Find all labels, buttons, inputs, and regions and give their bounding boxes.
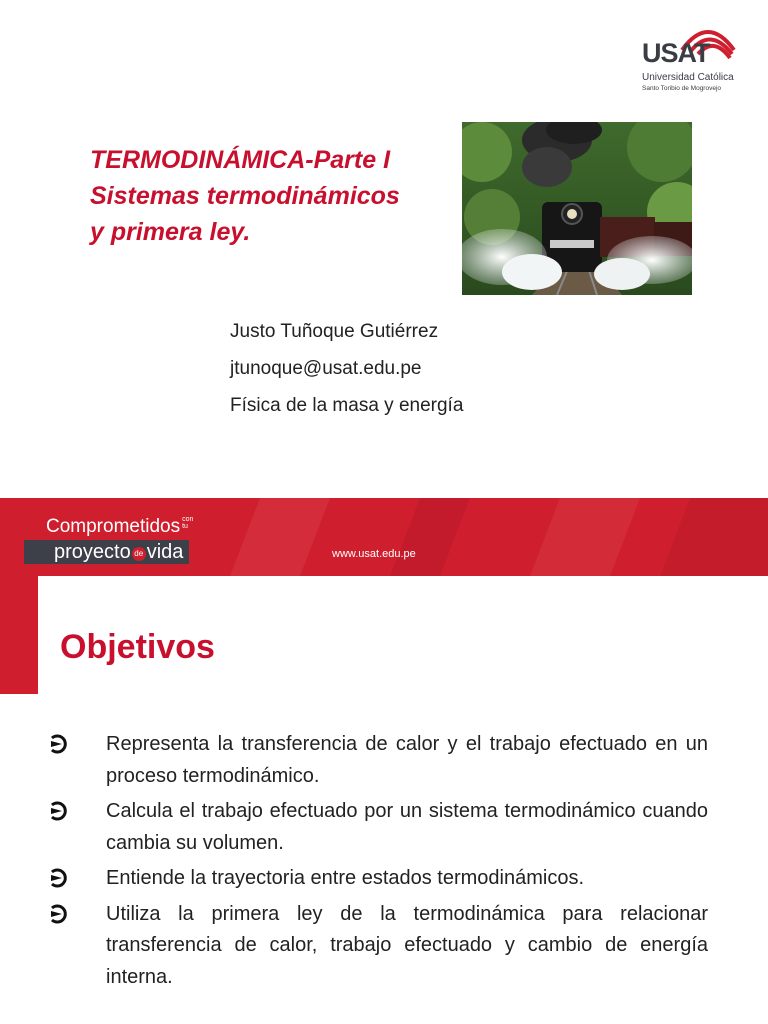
title-line-1: TERMODINÁMICA-Parte I [90, 146, 391, 174]
logo-university: Universidad Católica [642, 72, 734, 83]
objective-text: Calcula el trabajo efectuado por un sistema termodinámico cuando cambia su volumen. [106, 800, 708, 854]
list-item [48, 899, 708, 994]
author-name: Justo Tuñoque Gutiérrez [230, 321, 439, 342]
steam-train-photo [462, 122, 692, 295]
slogan-de-badge: de [132, 547, 146, 561]
usat-logo [640, 20, 740, 95]
slogan-proyecto: proyecto [54, 541, 131, 563]
slogan-main: Comprometidos [46, 516, 181, 537]
footer-band [0, 498, 768, 576]
red-accent-bar [0, 576, 38, 694]
list-item [48, 729, 708, 792]
title-line-3: y primera ley. [90, 218, 251, 246]
slogan-small: con tu [182, 516, 194, 530]
objectives-list [48, 729, 708, 997]
logo-university-subtitle: Santo Toribio de Mogrovejo [642, 85, 722, 92]
steam-train-image-icon [462, 122, 692, 295]
logo-name: USAT [642, 38, 710, 68]
arrow-bullet-icon [48, 867, 70, 889]
website-link[interactable]: www.usat.edu.pe [332, 548, 416, 560]
objective-text: Utiliza la primera ley de la termodinámica para relacionar transferencia de calor, trabajo efectuado y cambio de energía interna. [106, 902, 708, 988]
arrow-bullet-icon [48, 733, 70, 755]
author-email[interactable]: jtunoque@usat.edu.pe [230, 358, 422, 379]
objective-text: Entiende la trayectoria entre estados termodinámicos. [106, 867, 585, 889]
list-item [48, 863, 708, 895]
slogan-comprometidos [46, 516, 193, 538]
slogan-proyecto-de-vida [24, 540, 189, 564]
arrow-bullet-icon [48, 800, 70, 822]
author-block [230, 313, 463, 424]
list-item [48, 796, 708, 859]
title-line-2: Sistemas termodinámicos [90, 182, 400, 210]
slogan-vida: vida [146, 541, 184, 563]
objective-text: Representa la transferencia de calor y el trabajo efectuado en un proceso termodinámico. [106, 733, 708, 787]
arrow-bullet-icon [48, 903, 70, 925]
slide-title [90, 142, 470, 250]
objectives-heading: Objetivos [60, 628, 215, 666]
objectives-slide [0, 576, 768, 1024]
course-name: Física de la masa y energía [230, 395, 464, 416]
